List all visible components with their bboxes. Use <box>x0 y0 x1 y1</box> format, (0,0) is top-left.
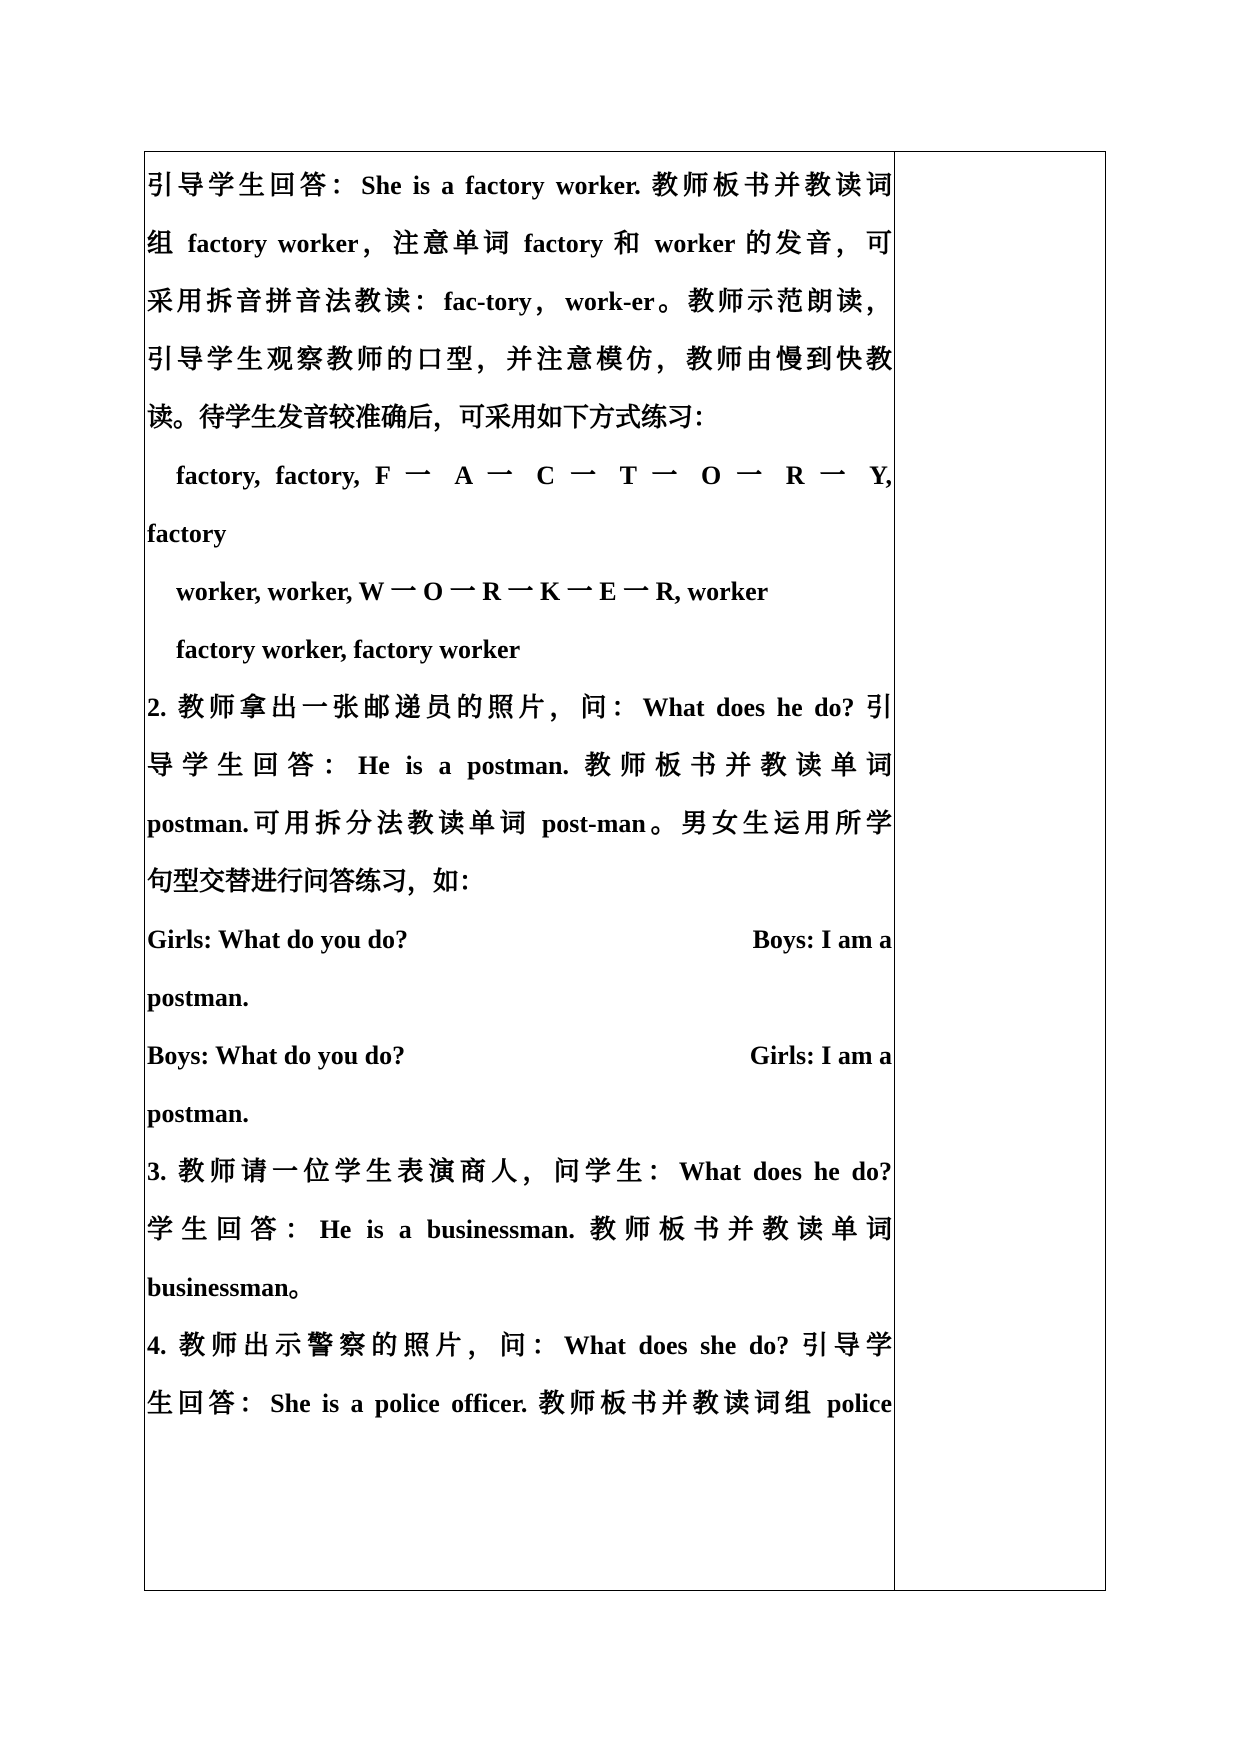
dialogue-line <box>147 1039 892 1073</box>
text-line: 学生回答：He is a businessman. 教师板书并教读单词 <box>147 1215 892 1244</box>
text-line: 3. 教师请一位学生表演商人，问学生：What does he do? <box>147 1157 892 1186</box>
text-line: factory <box>147 519 227 548</box>
text-line: 2. 教师拿出一张邮递员的照片，问：What does he do? 引 <box>147 693 892 722</box>
text-line: postman. <box>147 1099 249 1128</box>
text-line: 引导学生回答：She is a factory worker. 教师板书并教读词 <box>147 171 892 200</box>
text-line: 句型交替进行问答练习，如： <box>147 867 486 896</box>
text-line: businessman。 <box>147 1273 315 1302</box>
text-line: 4. 教师出示警察的照片，问：What does she do? 引导学 <box>147 1331 892 1360</box>
procedure-column <box>145 152 894 1590</box>
text-line: factory worker, factory worker <box>176 635 521 664</box>
text-line: 生回答：She is a police officer. 教师板书并教读词组 police <box>147 1389 892 1418</box>
text-line: 组 factory worker，注意单词 factory 和 worker 的发音，可 <box>147 229 892 258</box>
text-line: 导学生回答：He is a postman. 教师板书并教读单词 <box>147 751 892 780</box>
text-line: 采用拆音拼音法教读：fac-tory，work-er。教师示范朗读， <box>147 287 892 316</box>
text-line: 引导学生观察教师的口型，并注意模仿，教师由慢到快教 <box>147 345 892 374</box>
dialogue-question: Boys: What do you do? <box>147 1041 406 1070</box>
dialogue-answer: Girls: I am a <box>749 1041 892 1070</box>
text-line: postman.可用拆分法教读单词 post-man。男女生运用所学 <box>147 809 892 838</box>
text-line: 读。待学生发音较准确后，可采用如下方式练习： <box>147 403 720 432</box>
dialogue-line <box>147 923 892 957</box>
text-line: postman. <box>147 983 249 1012</box>
lesson-table <box>144 151 1106 1591</box>
dialogue-answer: Boys: I am a <box>752 925 892 954</box>
spelling-line: factory, factory, F 一 A 一 C 一 T 一 O 一 R 一 Y, <box>176 461 892 490</box>
spelling-line: worker, worker, W 一 O 一 R 一 K 一 E 一 R, worker <box>176 577 769 606</box>
dialogue-question: Girls: What do you do? <box>147 925 409 954</box>
notes-column <box>895 152 1105 1590</box>
